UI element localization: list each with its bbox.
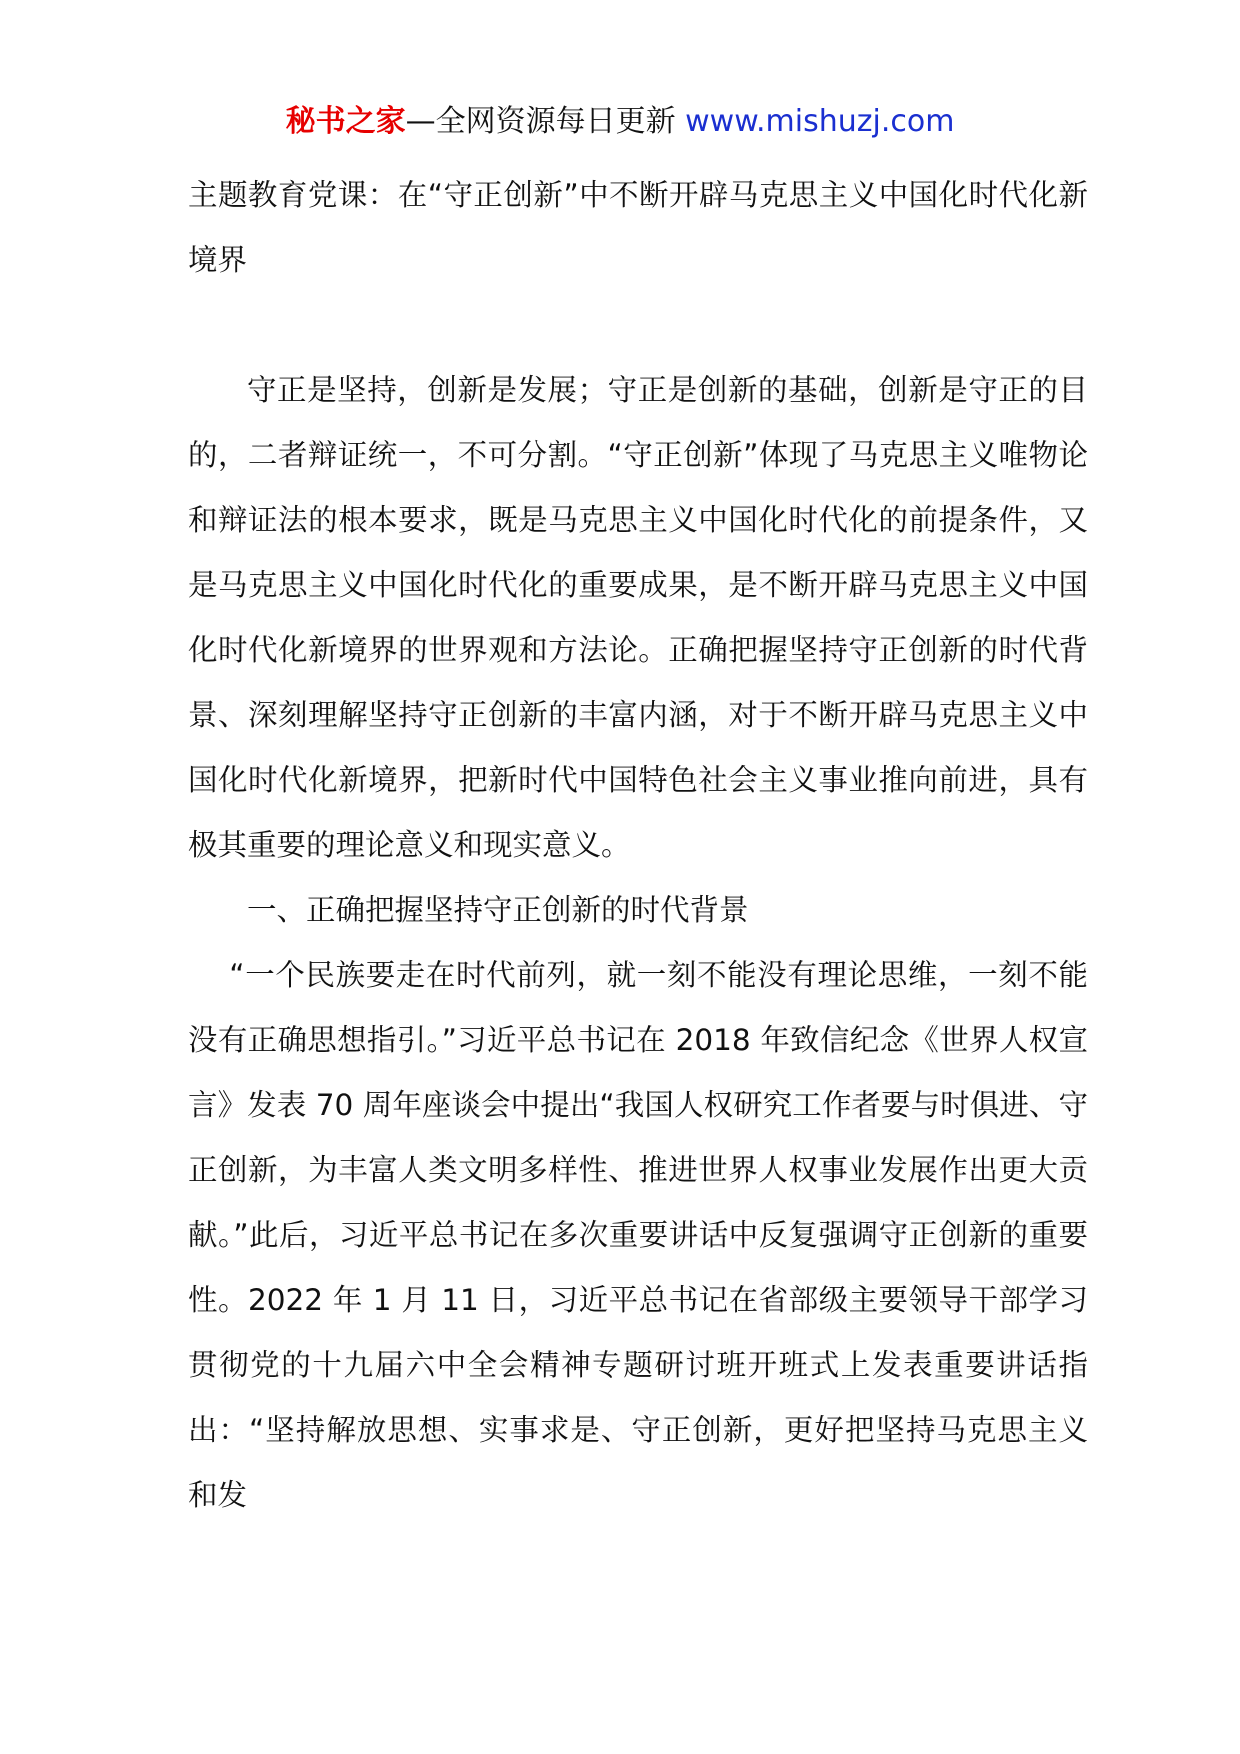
site-header [0,100,1240,144]
document-body [188,163,1088,1528]
paragraph-section-1: “一个民族要走在时代前列，就一刻不能没有理论思维，一刻不能没有正确思想指引。”习近平总书记在 2018 年致信纪念《世界人权宣言》发表 70 周年座谈会中提出“我国人权研究工作者要与时俱进、守正创新，为丰富人类文明多样性、推进世界人权事业发展作出更大贡献。”此后，习近平总书记在多次重要讲话中反复强调守正创新的重要性。2022 年 1 月 11 日，习近平总书记在省部级主要领导干部学习贯彻党的十九届六中全会精神专题研讨班开班式上发表重要讲话指出：“坚持解放思想、实事求是、守正创新，更好把坚持马克思主义和发 [188,958,1088,1512]
site-url-link[interactable]: www.mishuzj.com [685,104,955,139]
site-brand: 秘书之家 [285,104,406,139]
site-tagline: —全网资源每日更新 [405,104,676,139]
section-heading-1: 一、正确把握坚持守正创新的时代背景 [247,893,749,927]
document-title: 主题教育党课：在“守正创新”中不断开辟马克思主义中国化时代化新境界 [188,178,1088,277]
paragraph-intro: 守正是坚持，创新是发展；守正是创新的基础，创新是守正的目的，二者辩证统一，不可分割。“守正创新”体现了马克思主义唯物论和辩证法的根本要求，既是马克思主义中国化时代化的前提条件，又是马克思主义中国化时代化的重要成果，是不断开辟马克思主义中国化时代化新境界的世界观和方法论。正确把握坚持守正创新的时代背景、深刻理解坚持守正创新的丰富内涵，对于不断开辟马克思主义中国化时代化新境界，把新时代中国特色社会主义事业推向前进，具有极其重要的理论意义和现实意义。 [188,373,1088,862]
